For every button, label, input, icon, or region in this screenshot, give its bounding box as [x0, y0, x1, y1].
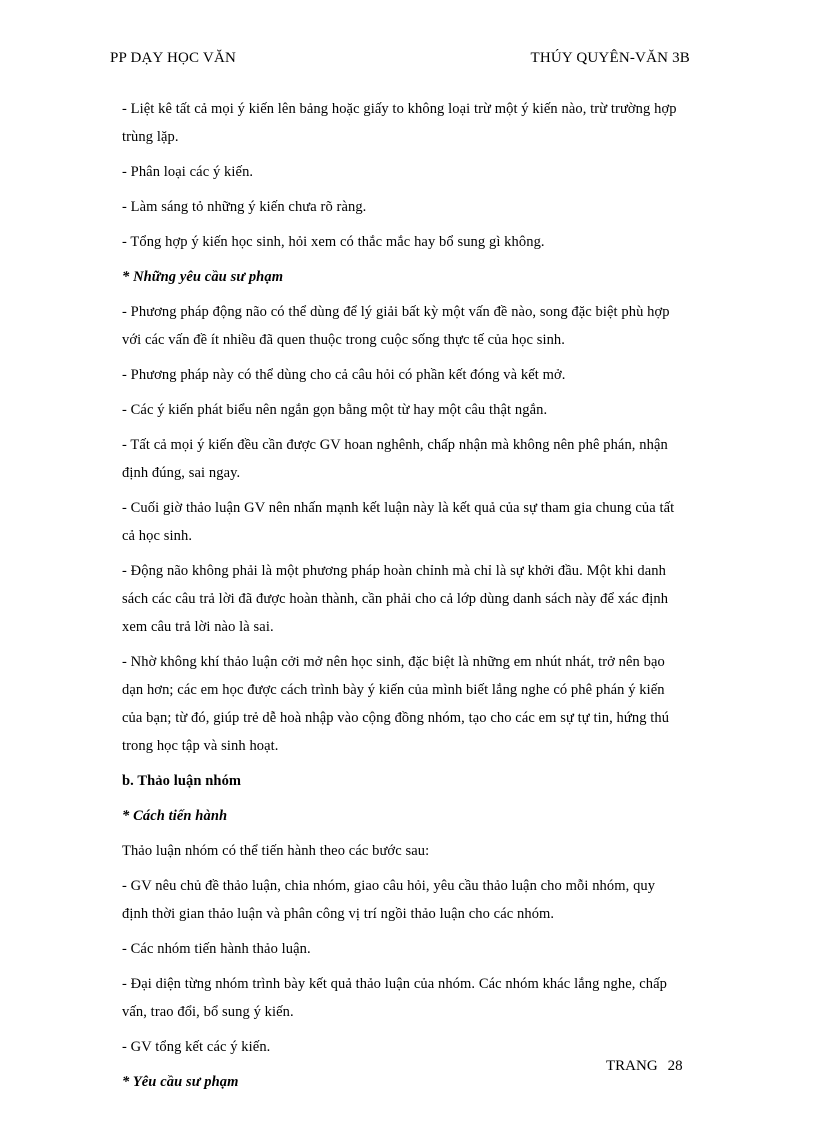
- paragraph: - GV nêu chủ đề thảo luận, chia nhóm, giao câu hỏi, yêu cầu thảo luận cho mỗi nhóm, quy định thời gian thảo luận và phân công vị trí ngồi thảo luận cho các nhóm.: [122, 878, 656, 922]
- paragraph: - Cuối giờ thảo luận GV nên nhấn mạnh kết luận này là kết quả của sự tham gia chung của tất cả học sinh.: [122, 500, 675, 544]
- section-heading: * Cách tiến hành: [122, 808, 228, 824]
- paragraph: - Tổng hợp ý kiến học sinh, hỏi xem có thắc mắc hay bổ sung gì không.: [122, 234, 545, 250]
- subsection-title: b. Thảo luận nhóm: [122, 773, 242, 789]
- page-number: 28: [667, 1058, 683, 1074]
- header-author: THÚY QUYÊN-VĂN 3B: [530, 50, 690, 66]
- paragraph: - Liệt kê tất cả mọi ý kiến lên bảng hoặc giấy to không loại trừ một ý kiến nào, trừ trường hợp trùng lặp.: [122, 101, 677, 145]
- paragraph: - Tất cả mọi ý kiến đều cần được GV hoan nghênh, chấp nhận mà không nên phê phán, nhận định đúng, sai ngay.: [122, 437, 668, 481]
- paragraph: - Nhờ không khí thảo luận cởi mở nên học sinh, đặc biệt là những em nhút nhát, trở nên bạo dạn hơn; các em học được cách trình bày ý kiến của mình biết lắng nghe có phê phán ý kiến của bạn; từ đó, giúp trẻ dễ hoà nhập vào cộng đồng nhóm, tạo cho các em sự tự tin, hứng thú trong học tập và sinh hoạt.: [122, 654, 670, 754]
- document-body: [122, 95, 682, 1103]
- paragraph: Thảo luận nhóm có thể tiến hành theo các bước sau:: [122, 843, 430, 859]
- paragraph: - Các nhóm tiến hành thảo luận.: [122, 941, 311, 957]
- page-label: TRANG: [606, 1058, 658, 1074]
- paragraph: - Động não không phải là một phương pháp hoàn chỉnh mà chỉ là sự khởi đầu. Một khi danh sách các câu trả lời đã được hoàn thành, cần phải cho cả lớp dùng danh sách này để xác định xem câu trả lời nào là sai.: [122, 563, 669, 635]
- paragraph: - Làm sáng tỏ những ý kiến chưa rõ ràng.: [122, 199, 367, 215]
- page-footer: [606, 1058, 683, 1075]
- paragraph: - Phân loại các ý kiến.: [122, 164, 254, 180]
- page-header: [110, 50, 690, 70]
- paragraph: - Đại diện từng nhóm trình bày kết quả thảo luận của nhóm. Các nhóm khác lắng nghe, chấp vấn, trao đổi, bổ sung ý kiến.: [122, 976, 667, 1020]
- paragraph: - Các ý kiến phát biểu nên ngắn gọn bằng một từ hay một câu thật ngắn.: [122, 402, 548, 418]
- section-heading: * Yêu cầu sư phạm: [122, 1074, 239, 1090]
- header-course-title: PP DẠY HỌC VĂN: [110, 50, 237, 66]
- section-heading: * Những yêu cầu sư phạm: [122, 269, 284, 285]
- paragraph: - Phương pháp động não có thể dùng để lý giải bất kỳ một vấn đề nào, song đặc biệt phù hợp với các vấn đề ít nhiều đã quen thuộc trong cuộc sống thực tế của học sinh.: [122, 304, 670, 348]
- paragraph: - GV tổng kết các ý kiến.: [122, 1039, 271, 1055]
- paragraph: - Phương pháp này có thể dùng cho cả câu hỏi có phần kết đóng và kết mở.: [122, 367, 566, 383]
